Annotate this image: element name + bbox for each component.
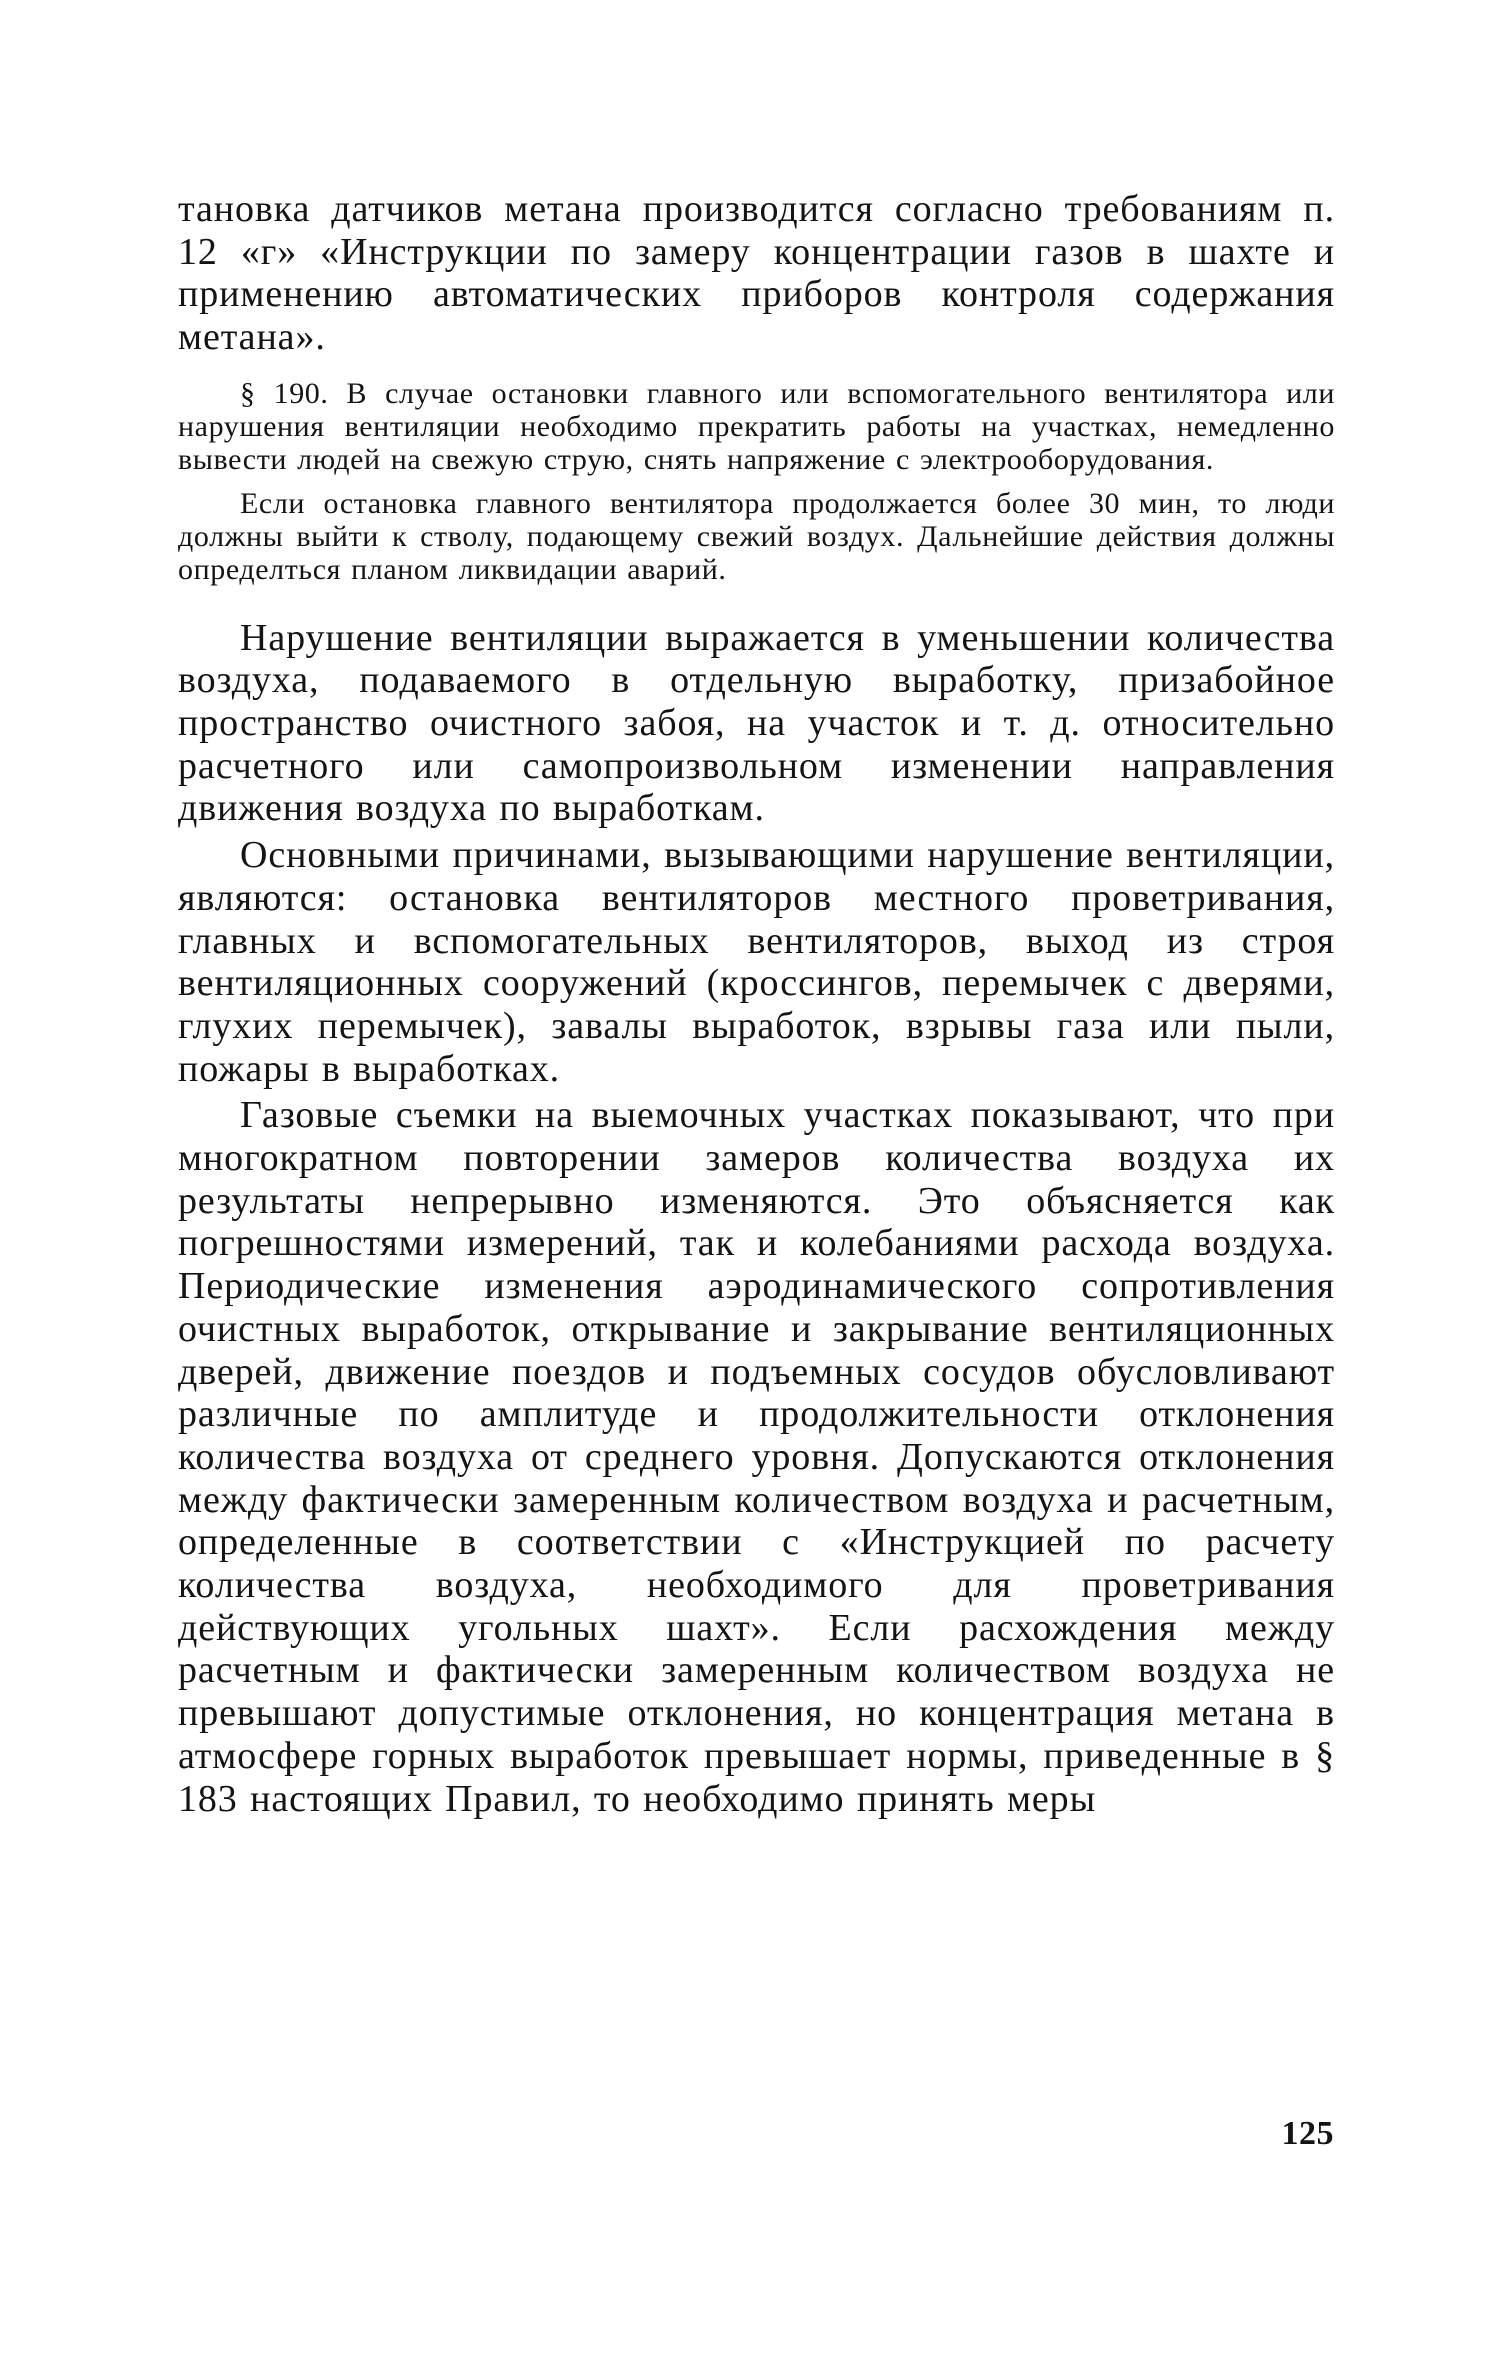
paragraph-main-causes: Основными причинами, вызывающими нарушение вентиляции, являются: остановка вентиляторов местного проветривания, главных и вспомогательных вентиляторов, выход из строя вентиляционных сооружений (кроссингов, перемычек с дверями, глухих перемычек), завалы выработок, взрывы газа или пыли, пожары в выработках.: [178, 834, 1335, 1090]
paragraph-main-fan-stop: Если остановка главного вентилятора продолжается более 30 мин, то люди должны выйти к стволу, подающему свежий воздух. Дальнейшие действия должны определться планом ликвидации аварий.: [178, 486, 1335, 587]
paragraph-continuation: тановка датчиков метана производится согласно требованиям п. 12 «г» «Инструкции по замеру концентрации газов в шахте и применению автоматических приборов контроля содержания метана».: [178, 188, 1335, 359]
page-body: [178, 188, 1335, 1820]
paragraph-section-190: § 190. В случае остановки главного или вспомогательного вентилятора или нарушения вентиляции необходимо прекратить работы на участках, немедленно вывести людей на свежую струю, снять напряжение с электрооборудования.: [178, 376, 1335, 477]
page-number: 125: [1281, 2115, 1334, 2152]
paragraph-violation-definition: Нарушение вентиляции выражается в уменьшении количества воздуха, подаваемого в отдельную выработку, призабойное пространство очистного забоя, на участок и т. д. относительно расчетного или самопроизвольном изменении направления движения воздуха по выработкам.: [178, 616, 1335, 830]
paragraph-gas-surveys: Газовые съемки на выемочных участках показывают, что при многократном повторении замеров количества воздуха их результаты непрерывно изменяются. Это объясняется как погрешностями измерений, так и колебаниями расхода воздуха. Периодические изменения аэродинамического сопротивления очистных выработок, открывание и закрывание вентиляционных дверей, движение поездов и подъемных сосудов обусловливают различные по амплитуде и продолжительности отклонения количества воздуха от среднего уровня. Допускаются отклонения между фактически замеренным количеством воздуха и расчетным, определенные в соответствии с «Инструкцией по расчету количества воздуха, необходимого для проветривания действующих угольных шахт». Если расхождения между расчетным и фактически замеренным количеством воздуха не превышают допустимые отклонения, но концентрация метана в атмосфере горных выработок превышает нормы, приведенные в § 183 настоящих Правил, то необходимо принять меры: [178, 1094, 1335, 1820]
